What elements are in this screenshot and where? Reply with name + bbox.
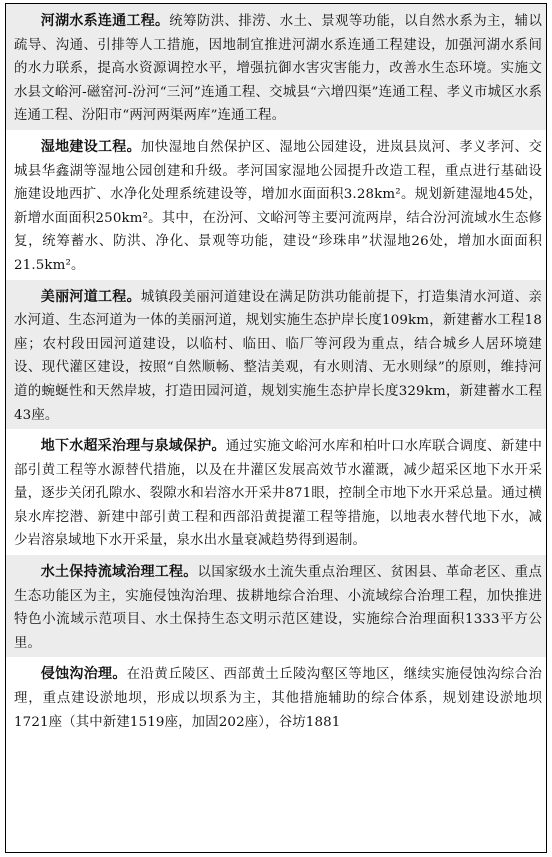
- paragraph-text: 以国家级水土流失重点治理区、贫困县、革命老区、重点生态功能区为主，实施侵蚀沟治理、拔耕地综合治理、小流域综合治理工程，加快推进特色小流域示范项目、水土保持生态文明示范区建设，实施综合治理面积1333平方公里。: [14, 565, 543, 651]
- paragraph-heading: 美丽河道工程。: [40, 288, 141, 305]
- paragraph-heading: 侵蚀沟治理。: [40, 666, 127, 683]
- paragraph-gully-erosion: [6, 657, 546, 736]
- paragraph-text: 城镇段美丽河道建设在满足防洪功能前提下，打造集清水河道、亲水河道、生态河道为一体的美丽河道，规划实施生态护岸长度109km，新建蓄水工程18座；农村段田园河道建设，以临村、临田、临厂等河段为重点，结合城乡人居环境建设、现代灌区建设，按照“自然顺畅、整洁美观，有水则清、无水则绿”的原则，维持河道的蜿蜒性和天然岸坡，打造田园河道，规划实施生态护岸长度329km，新建蓄水工程43座。: [14, 289, 542, 423]
- paragraph-text: 通过实施文峪河水库和柏叶口水库联合调度、新建中部引黄工程等水源替代措施，以及在井灌区发展高效节水灌溉，减少超采区地下水开采量，逐步关闭孔隙水、裂隙水和岩溶水开采井871眼，控制全市地下水开采总量。通过横泉水库挖潜、新建中部引黄工程和西部沿黄提灌工程等措施，以地表水替代地下水，减少岩溶泉域地下水开采量，泉水出水量衰减趋势得到遏制。: [14, 439, 543, 549]
- paragraph-text: 在沿黄丘陵区、西部黄土丘陵沟壑区等地区，继续实施侵蚀沟综合治理，重点建设淤地坝，形成以坝系为主，其他措施辅助的综合体系，规划建设淤地坝1721座（其中新建1519座，加固202座），谷坊1881: [14, 667, 543, 730]
- paragraph-text: 加快湿地自然保护区、湿地公园建设，进岚县岚河、孝义孝河、交城县华鑫湖等湿地公园创建和升级。孝河国家湿地公园提升改造工程，重点进行基础设施建设地西扩、水净化处理系统建设等，增加水面面积3.28km²。规划新建湿地45处，新增水面面积250km²。其中，在汾河、文峪河等主要河流两岸，结合汾河流域水生态修复，统筹蓄水、防洪、净化、景观等功能，建设“珍珠串”状湿地26处，增加水面面积21.5km²。: [14, 139, 542, 273]
- paragraph-text: 统筹防洪、排涝、水土、景观等功能，以自然水系为主，辅以疏导、沟通、引排等人工措施，因地制宜推进河湖水系连通工程建设，加强河湖水系间的水力联系，提高水资源调控水平，增强抗御水害灾害能力，改善水生态环境。实施文水县文峪河-磁窑河-汾河“三河”连通工程、交城县“六增四渠”连通工程、孝义市城区水系连通工程、汾阳市“两河两渠两库”连通工程。: [14, 14, 542, 124]
- paragraph-heading: 地下水超采治理与泉域保护。: [40, 438, 226, 455]
- paragraph-heading: 湿地建设工程。: [40, 138, 141, 155]
- paragraph-groundwater-spring: [6, 429, 546, 555]
- paragraph-wetland-construction: [6, 130, 546, 280]
- paragraph-soil-conservation: [6, 555, 546, 657]
- document-page: [5, 3, 547, 853]
- paragraph-beautiful-river: [6, 280, 546, 430]
- paragraph-heading: 河湖水系连通工程。: [40, 13, 170, 29]
- paragraph-heading: 水土保持流域治理工程。: [40, 564, 198, 581]
- paragraph-river-lake-connection: [6, 4, 546, 130]
